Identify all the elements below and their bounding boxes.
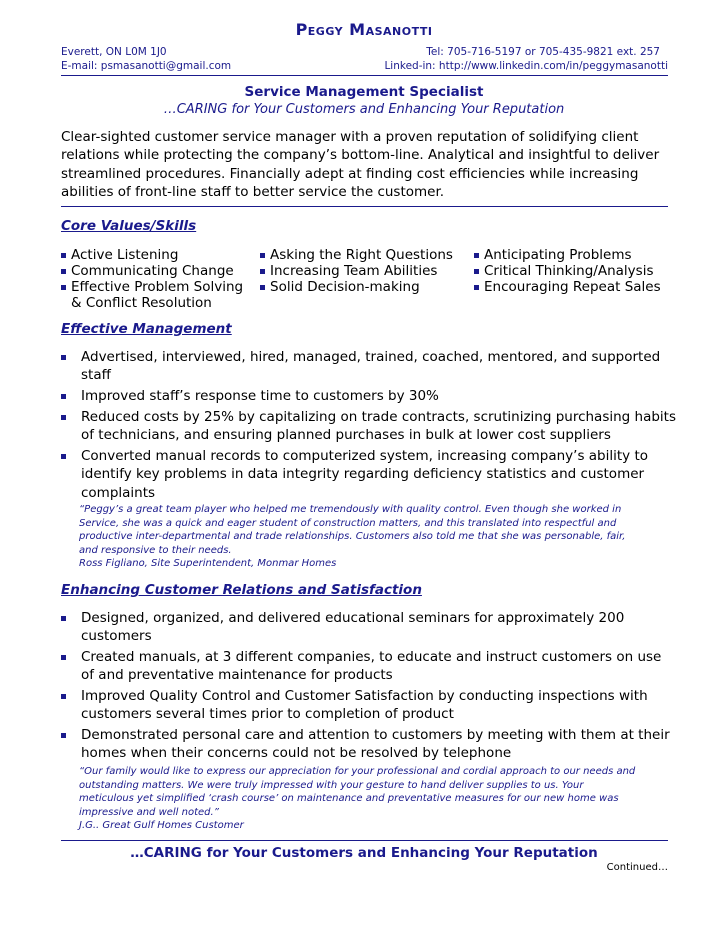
address: Everett, ON L0M 1J0 [61, 46, 167, 58]
customer-bullet: Improved Quality Control and Customer Satisfaction by conducting inspections with customers several times prior to completion of product [61, 687, 676, 724]
bullet-icon [61, 454, 66, 459]
skill-item: Solid Decision-making [258, 279, 468, 295]
testimonial-quote: “Our family would like to express our appreciation for your professional and cordial approach to our needs and outstanding matters. We were truly impressed with your gesture to hand deliver supplies to us. Your meticulous yet simplified ‘crash course’ on maintenance and preventative measures for our new home was impressive and well noted.” J.G.. Great Gulf Homes Customer [79, 766, 636, 832]
management-bullet: Improved staff’s response time to customers by 30% [61, 387, 676, 405]
customer-bullet: Demonstrated personal care and attention to customers by meeting with them at their homes when their concerns could not be resolved by telephone [61, 726, 676, 763]
bullet-icon [61, 616, 66, 621]
phone: Tel: 705-716-5197 or 705-435-9821 ext. 257 [426, 46, 660, 58]
bullet-icon [474, 269, 479, 274]
bullet-icon [474, 253, 479, 258]
skills-column-2 [258, 247, 468, 295]
bullet-icon [61, 269, 66, 274]
skills-column-3 [472, 247, 672, 295]
skill-item: Anticipating Problems [472, 247, 672, 263]
bullet-icon [61, 394, 66, 399]
bullet-icon [260, 285, 265, 290]
bullet-icon [61, 415, 66, 420]
customer-heading: Enhancing Customer Relations and Satisfaction [61, 582, 422, 598]
header-divider [61, 75, 668, 76]
bullet-icon [260, 253, 265, 258]
management-bullet: Converted manual records to computerized system, increasing company’s ability to identify key problems in data integrity regarding deficiency statistics and customer complaints [61, 447, 676, 502]
skills-column-1 [59, 247, 249, 311]
skill-item: Critical Thinking/Analysis [472, 263, 672, 279]
bullet-icon [474, 285, 479, 290]
skill-item: Active Listening [59, 247, 249, 263]
skill-item: Communicating Change [59, 263, 249, 279]
skill-item: Encouraging Repeat Sales [472, 279, 672, 295]
customer-bullet: Designed, organized, and delivered educational seminars for approximately 200 customers [61, 609, 676, 646]
footer-divider [61, 840, 668, 841]
testimonial-author: J.G.. Great Gulf Homes Customer [79, 820, 244, 832]
testimonial-quote: “Peggy’s a great team player who helped me tremendously with quality control. Even though she worked in Service, she was a quick and eager student of construction matters, and this translated into respectful and productive inter-departmental and trade relationships. Customers also told me that she was personable, fair, and responsive to their needs. Ross Figliano, Site Superintendent, Monmar Homes [79, 504, 626, 570]
skill-item: Increasing Team Abilities [258, 263, 468, 279]
bullet-icon [61, 694, 66, 699]
bullet-icon [61, 285, 66, 290]
bullet-icon [61, 355, 66, 360]
candidate-name: Peggy Masanotti [295, 20, 433, 39]
customer-bullet: Created manuals, at 3 different companies, to educate and instruct customers on use of and preventative maintenance for products [61, 648, 676, 685]
bullet-icon [61, 733, 66, 738]
tagline: …CARING for Your Customers and Enhancing Your Reputation [163, 102, 565, 117]
bullet-icon [61, 655, 66, 660]
skill-item: Asking the Right Questions [258, 247, 468, 263]
management-bullet: Advertised, interviewed, hired, managed, trained, coached, mentored, and supported staff [61, 348, 676, 385]
summary: Clear-sighted customer service manager with a proven reputation of solidifying client relations while protecting the company’s bottom-line. Analytical and insightful to deliver streamlined procedures. Financially adept at finding cost efficiencies while increasing abilities of front-line staff to better service the customer. [61, 129, 660, 200]
core-values-heading: Core Values/Skills [61, 218, 197, 234]
bullet-icon [260, 269, 265, 274]
bullet-icon [61, 253, 66, 258]
linkedin: Linked-in: http://www.linkedin.com/in/peggymasanotti [384, 60, 668, 72]
email: E-mail: psmasanotti@gmail.com [61, 60, 232, 72]
management-bullet: Reduced costs by 25% by capitalizing on trade contracts, scrutinizing purchasing habits of technicians, and ensuring planned purchases in bulk at lower cost suppliers [61, 408, 676, 445]
management-heading: Effective Management [61, 321, 232, 337]
continued-label: Continued… [606, 862, 668, 873]
skill-item: Effective Problem Solving & Conflict Resolution [59, 279, 249, 311]
resume-title: Service Management Specialist [244, 84, 484, 100]
testimonial-author: Ross Figliano, Site Superintendent, Monmar Homes [79, 558, 337, 570]
footer-tagline: …CARING for Your Customers and Enhancing Your Reputation [130, 845, 598, 861]
summary-divider [61, 206, 668, 207]
